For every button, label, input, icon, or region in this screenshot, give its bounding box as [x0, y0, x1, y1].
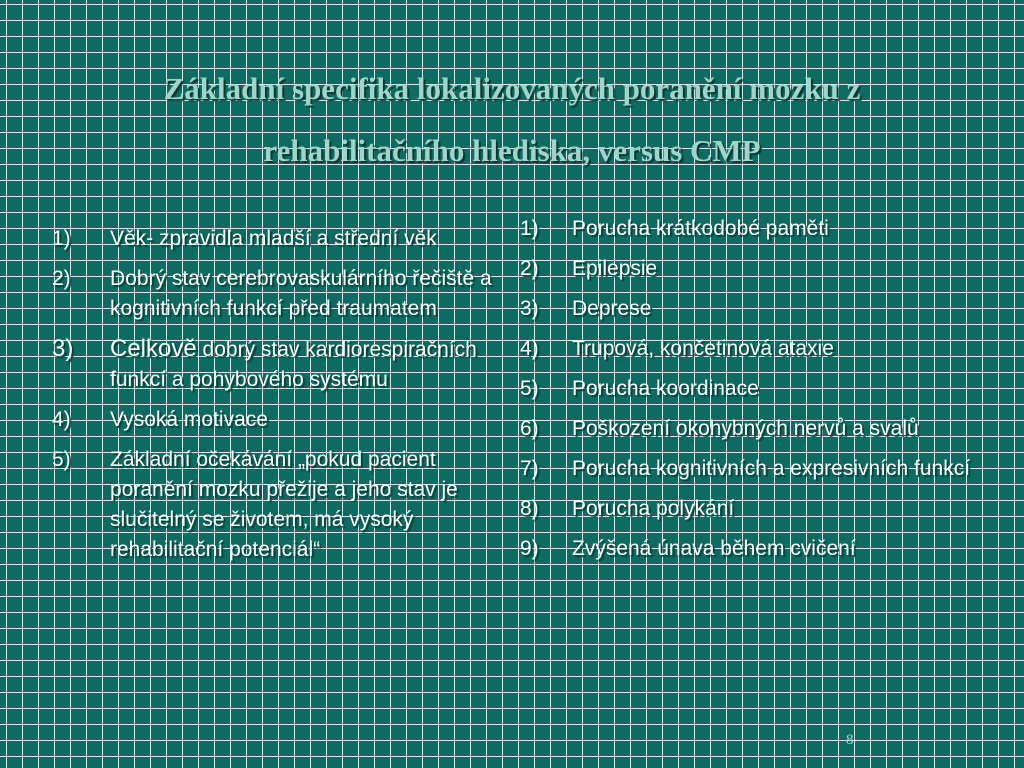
item-text: Poškození okohybných nervů a svalů	[572, 417, 919, 440]
item-number: 1)	[520, 217, 539, 240]
item-number: 9)	[520, 537, 539, 560]
item-number: 5)	[520, 377, 539, 400]
item-number: 4)	[52, 408, 71, 431]
item-text: Deprese	[572, 297, 652, 320]
list-item	[52, 445, 502, 565]
item-text: Věk- zpravidla mladší a střední věk	[110, 227, 437, 250]
left-list	[52, 224, 502, 575]
item-text: Vysoká motivace	[110, 408, 268, 431]
item-text-wrapper	[110, 334, 502, 395]
right-list	[520, 214, 990, 574]
list-item	[520, 334, 990, 364]
item-number: 6)	[520, 417, 539, 440]
item-text: Trupová, končetinová ataxie	[572, 337, 834, 360]
list-item	[520, 454, 990, 484]
item-number: 3)	[520, 297, 539, 320]
title-line-1: Základní specifika lokalizovaných poranění mozku z	[163, 71, 861, 106]
list-item	[520, 374, 990, 404]
list-item	[520, 254, 990, 284]
item-number: 1)	[52, 227, 71, 250]
list-item	[520, 494, 990, 524]
item-number: 2)	[520, 257, 539, 280]
item-text: Porucha koordinace	[572, 377, 759, 400]
list-item	[520, 214, 990, 244]
list-item	[520, 294, 990, 324]
item-number: 3)	[52, 335, 74, 362]
item-text: Porucha polykání	[572, 497, 735, 520]
item-text-lead: Celkově	[110, 335, 197, 362]
item-text: Porucha kognitivních a expresivních funkcí	[572, 457, 971, 480]
item-number: 8)	[520, 497, 539, 520]
page-number: 8	[846, 732, 854, 748]
item-number: 5)	[52, 448, 71, 471]
item-text: Epilepsie	[572, 257, 658, 280]
slide-title	[60, 58, 964, 182]
list-item	[520, 414, 990, 444]
item-text: dobrý stav kardiorespiračních funkcí a pohybového systému	[110, 338, 477, 391]
list-item	[52, 224, 502, 254]
list-item	[52, 264, 502, 324]
list-item	[520, 534, 990, 564]
item-text: Základní očekávání „pokud pacient poranění mozku přežije a jeho stav je slučitelný se životem, má vysoký rehabilitační potenciál“	[110, 448, 458, 561]
item-text: Zvýšená únava během cvičení	[572, 537, 856, 560]
list-item	[52, 334, 502, 395]
list-item	[52, 405, 502, 435]
title-line-2: rehabilitačního hlediska, versus CMP	[263, 133, 761, 168]
item-text: Porucha krátkodobé paměti	[572, 217, 829, 240]
item-number: 7)	[520, 457, 539, 480]
item-text: Dobrý stav cerebrovaskulárního řečiště a kognitivních funkcí před traumatem	[110, 267, 492, 320]
item-number: 2)	[52, 267, 71, 290]
item-number: 4)	[520, 337, 539, 360]
